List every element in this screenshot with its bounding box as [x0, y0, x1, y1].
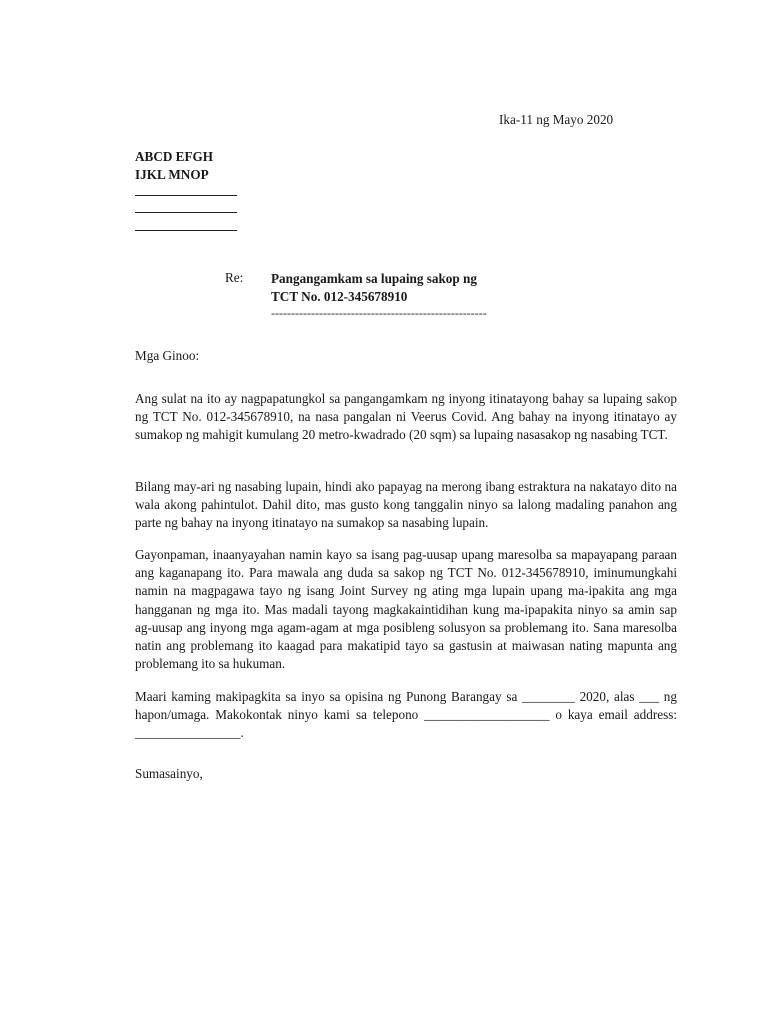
- closing: Sumasainyo,: [135, 766, 203, 781]
- addressee-name-second: IJKL MNOP: [135, 167, 209, 182]
- address-blank-line-2: [135, 212, 237, 213]
- address-blank-line-3: [135, 230, 237, 231]
- addressee-block: [135, 148, 213, 184]
- re-subject-line-2: TCT No. 012-345678910: [271, 289, 408, 304]
- body-paragraph-2: Bilang may-ari ng nasabing lupain, hindi ako papayag na merong ibang estraktura na nakatayo dito na wala akong pahintulot. Dahil dito, mas gusto kong tanggalin ninyo sa lalong madaling panahon ang parte ng bahay na inyong itinatayo na sumakop sa nasabing lupain.: [135, 479, 677, 531]
- body-paragraph-3: Gayonpaman, inaanyayahan namin kayo sa isang pag-uusap upang maresolba sa mapayapang paraan ang kaganapang ito. Para mawala ang duda sa sakop ng TCT No. 012-345678910, iminumungkahi namin na magpagawa tayo ng isang Joint Survey ng ating mga lupain upang ma-ipakita ang mga hangganan ng mga ito. Mas madali tayong magkakaintidihan kung ma-ipapakita ninyo sa amin sap ag-uusap ang inyong mga agam-agam at mga posibleng solusyon sa problemang ito. Sana maresolba natin ang problemang ito kaagad para makatipid tayo sa gastusin at maiwasan nating mapunta ang problemang ito sa hukuman.: [135, 547, 677, 672]
- re-subject-line-1: Pangangamkam sa lupaing sakop ng: [271, 271, 477, 286]
- letter-date: Ika-11 ng Mayo 2020: [499, 112, 614, 127]
- address-blank-line-1: [135, 195, 237, 196]
- re-subject-underline: ------------------------------------------------------: [271, 306, 487, 320]
- body-paragraph-4: Maari kaming makipagkita sa inyo sa opisina ng Punong Barangay sa ________ 2020, alas ___ ng hapon/umaga. Makokontak ninyo kami sa telepono ___________________ o kaya email address: ________________.: [135, 689, 677, 741]
- re-label: Re:: [225, 270, 244, 285]
- re-subject: [271, 270, 477, 306]
- addressee-name: ABCD EFGH: [135, 149, 214, 164]
- salutation: Mga Ginoo:: [135, 348, 200, 363]
- body-paragraph-1: Ang sulat na ito ay nagpapatungkol sa pangangamkam ng inyong itinatayong bahay sa lupaing sakop ng TCT No. 012-345678910, na nasa pangalan ni Veerus Covid. Ang bahay na inyong itinatayo ay sumakop ng mahigit kumulang 20 metro-kwadrado (20 sqm) sa lupaing nasasakop ng nasabing TCT.: [135, 391, 677, 443]
